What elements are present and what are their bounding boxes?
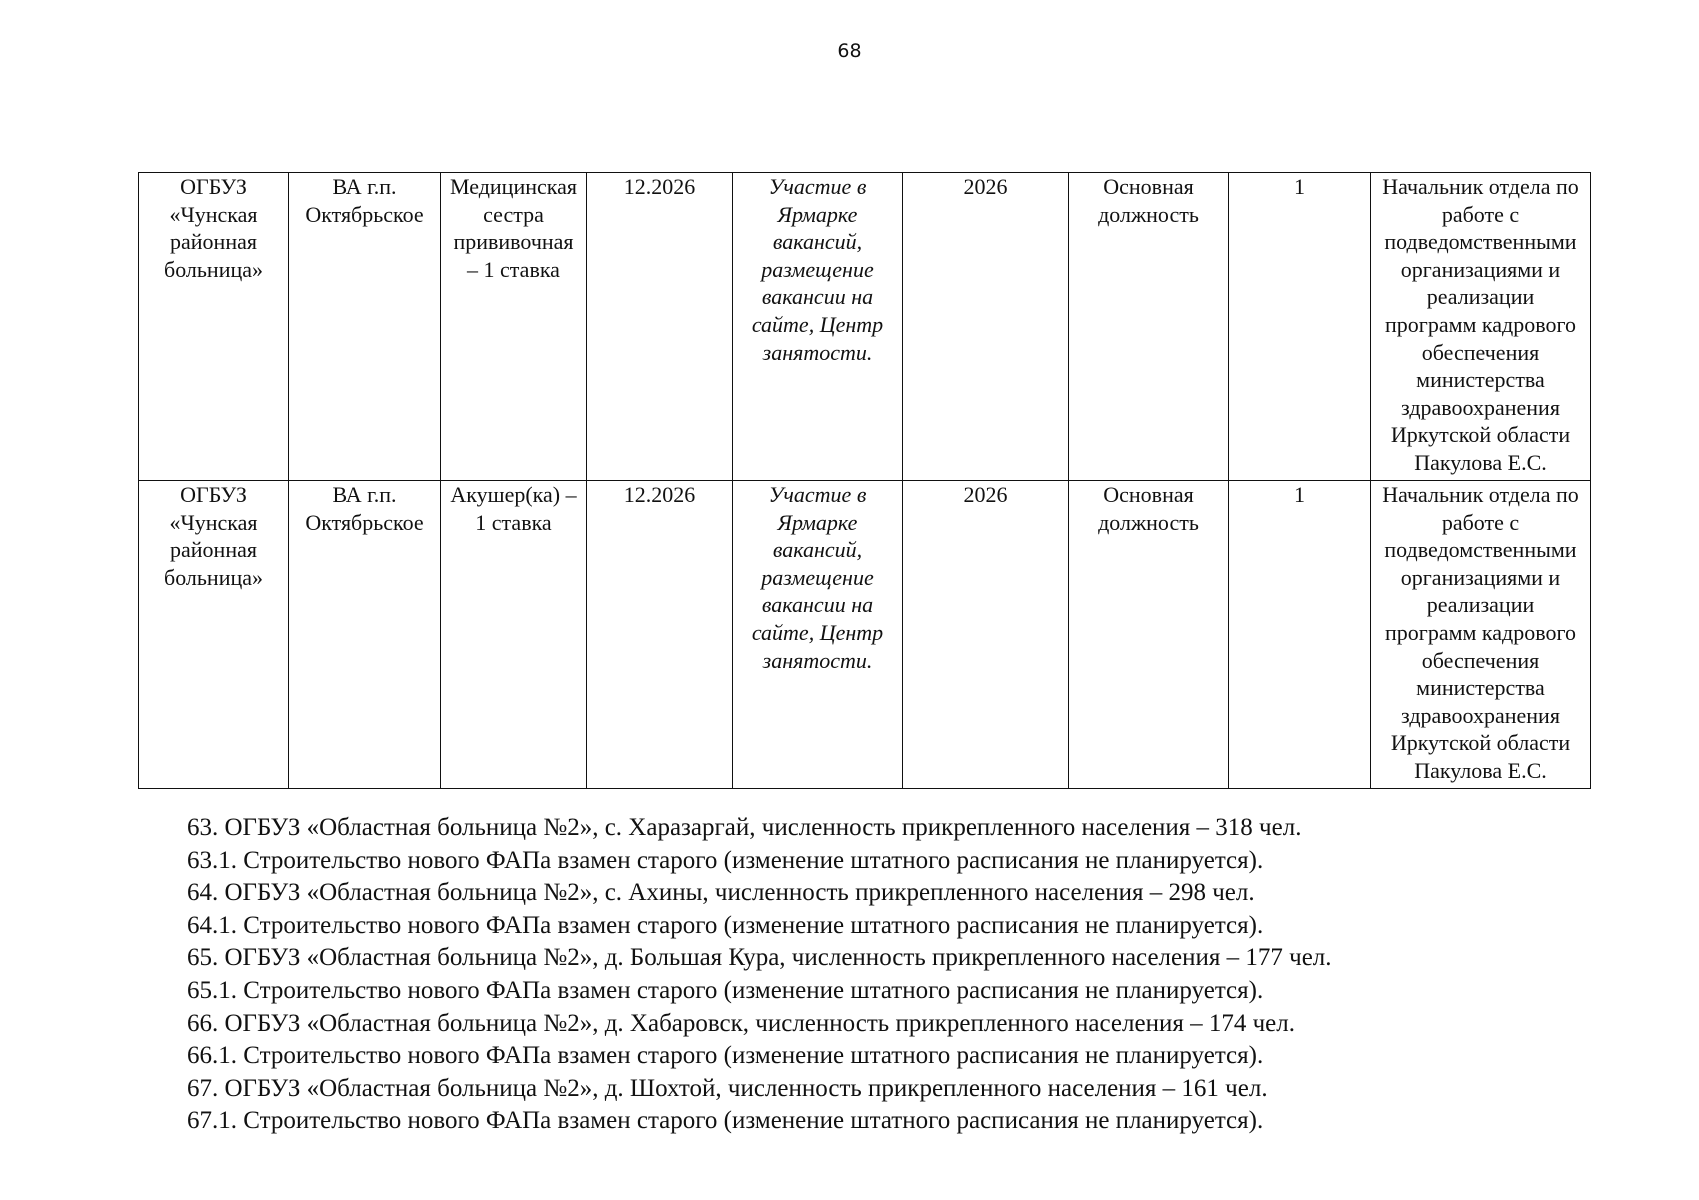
paragraph-67-1: 67.1. Строительство нового ФАПа взамен старого (изменение штатного расписания не планируется). bbox=[187, 1107, 1264, 1135]
paragraph-64: 64. ОГБУЗ «Областная больница №2», с. Ахины, численность прикрепленного населения – 298 чел. bbox=[187, 879, 1255, 907]
paragraph-65: 65. ОГБУЗ «Областная больница №2», д. Большая Кура, численность прикрепленного населения – 177 чел. bbox=[187, 944, 1332, 972]
year-cell: 2026 bbox=[903, 481, 1069, 789]
date-cell: 12.2026 bbox=[587, 481, 733, 789]
position-type-cell: Основная должность bbox=[1069, 481, 1229, 789]
organization-cell: ОГБУЗ «Чунская районная больница» bbox=[139, 173, 289, 481]
paragraph-66-1: 66.1. Строительство нового ФАПа взамен старого (изменение штатного расписания не планируется). bbox=[187, 1042, 1264, 1070]
position-cell: Акушер(ка) – 1 ставка bbox=[441, 481, 587, 789]
organization-cell: ОГБУЗ «Чунская районная больница» bbox=[139, 481, 289, 789]
responsible-cell: Начальник отдела по работе с подведомственными организациями и реализации программ кадрового обеспечения министерства здравоохранения Иркутской области Пакулова Е.С. bbox=[1371, 173, 1591, 481]
paragraph-67: 67. ОГБУЗ «Областная больница №2», д. Шохтой, численность прикрепленного населения – 161 чел. bbox=[187, 1074, 1268, 1102]
location-cell: ВА г.п. Октябрьское bbox=[289, 481, 441, 789]
year-cell: 2026 bbox=[903, 173, 1069, 481]
page-number: 68 bbox=[837, 40, 862, 62]
paragraph-list bbox=[187, 812, 1332, 1138]
paragraph-64-1: 64.1. Строительство нового ФАПа взамен старого (изменение штатного расписания не планируется). bbox=[187, 911, 1264, 939]
date-cell: 12.2026 bbox=[587, 173, 733, 481]
position-type-cell: Основная должность bbox=[1069, 173, 1229, 481]
location-cell: ВА г.п. Октябрьское bbox=[289, 173, 441, 481]
table-body bbox=[139, 173, 1591, 789]
table-row bbox=[139, 173, 1591, 481]
paragraph-63-1: 63.1. Строительство нового ФАПа взамен старого (изменение штатного расписания не планируется). bbox=[187, 846, 1264, 874]
table-row bbox=[139, 481, 1591, 789]
measures-cell: Участие в Ярмарке вакансий, размещение вакансии на сайте, Центр занятости. bbox=[733, 173, 903, 481]
responsible-cell: Начальник отдела по работе с подведомственными организациями и реализации программ кадрового обеспечения министерства здравоохранения Иркутской области Пакулова Е.С. bbox=[1371, 481, 1591, 789]
count-cell: 1 bbox=[1229, 481, 1371, 789]
position-cell: Медицинская сестра прививочная – 1 ставка bbox=[441, 173, 587, 481]
paragraph-63: 63. ОГБУЗ «Областная больница №2», с. Харазаргай, численность прикрепленного населения – 318 чел. bbox=[187, 814, 1302, 841]
measures-cell: Участие в Ярмарке вакансий, размещение вакансии на сайте, Центр занятости. bbox=[733, 481, 903, 789]
paragraph-65-1: 65.1. Строительство нового ФАПа взамен старого (изменение штатного расписания не планируется). bbox=[187, 976, 1264, 1004]
staffing-table bbox=[138, 172, 1591, 789]
paragraph-66: 66. ОГБУЗ «Областная больница №2», д. Хабаровск, численность прикрепленного населения – 174 чел. bbox=[187, 1009, 1295, 1037]
count-cell: 1 bbox=[1229, 173, 1371, 481]
